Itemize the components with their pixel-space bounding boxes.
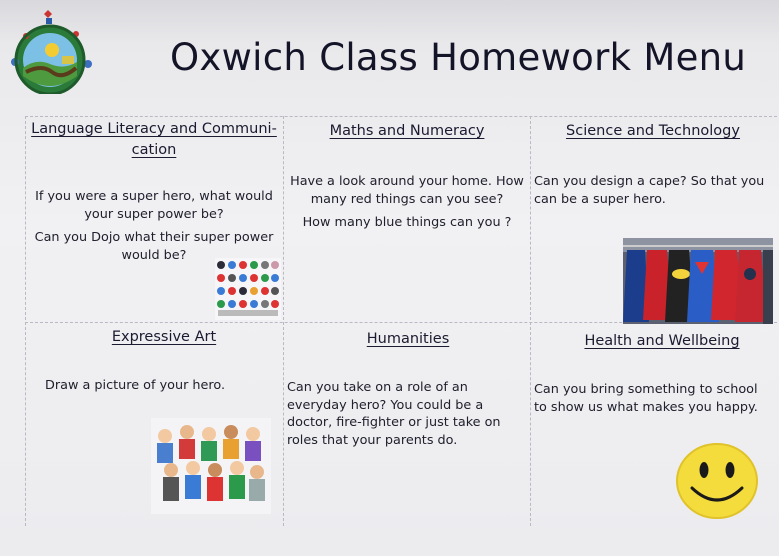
grid-divider: [25, 116, 26, 526]
cell-text: How many blue things can you ?: [302, 215, 512, 230]
heading-line: cation: [131, 142, 177, 158]
cell-heading: Maths and Numeracy: [329, 123, 485, 139]
cell-heading: Health and Wellbeing: [584, 333, 740, 349]
kids-heroes-image: [151, 418, 271, 514]
cell-heading: Science and Technology: [566, 123, 740, 139]
cell-language-literacy: [27, 119, 281, 264]
page-title: Oxwich Class Homework Menu: [170, 36, 747, 79]
heading-line: Language Literacy and Communi-: [31, 121, 277, 137]
homework-grid: [25, 116, 777, 526]
cell-heading: [27, 119, 281, 161]
cell-text: Have a look around your home. How many red things can you see?: [290, 174, 524, 207]
cell-text: Can you design a cape? So that you can be a super hero.: [534, 174, 765, 207]
cell-maths-numeracy: [285, 121, 529, 232]
cell-text: Can you bring something to school to show us what makes you happy.: [534, 382, 758, 415]
capes-photo: [623, 238, 773, 324]
grid-divider: [283, 116, 284, 526]
grid-divider: [530, 116, 531, 526]
cell-heading: Humanities: [366, 331, 450, 347]
cell-text: If you were a super hero, what would your super power be?: [35, 189, 273, 222]
cell-humanities: [287, 329, 527, 449]
grid-divider: [25, 116, 777, 117]
smiley-face-image: [676, 442, 758, 520]
superhero-icons-image: [215, 258, 281, 320]
cell-text: Draw a picture of your hero.: [45, 378, 226, 393]
cell-text: Can you take on a role of an everyday hero? You could be a doctor, fire-fighter or just take on roles that your parents do.: [287, 380, 501, 448]
cell-heading: Expressive Art: [111, 329, 217, 345]
school-logo: [6, 6, 102, 94]
cell-health-wellbeing: [533, 331, 773, 416]
cell-text: Can you Dojo what their super power would be?: [34, 230, 274, 263]
cell-expressive-art: [27, 327, 281, 395]
cell-science-technology: [533, 121, 773, 208]
